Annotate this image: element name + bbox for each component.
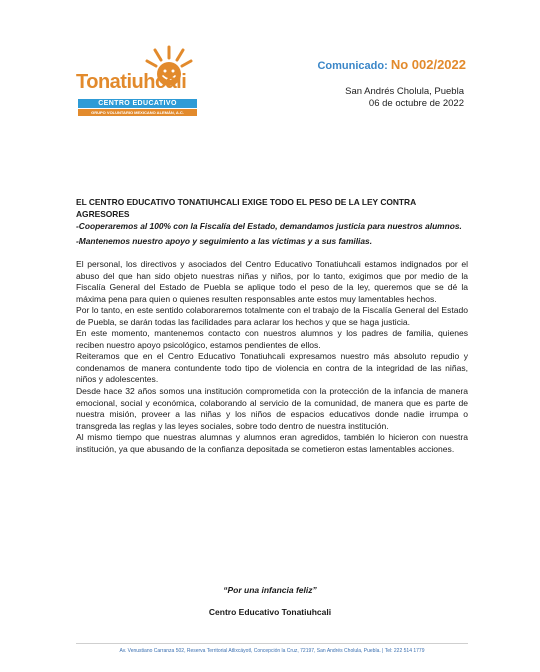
footer-address: Av. Venustiano Carranza 502, Reserva Territorial Atlixcáyotl, Concepción la Cruz, 72197, San Andrés Cholula, Puebla. | Tel: 222 514 1779 [119, 648, 425, 654]
comunicado-label: Comunicado: [317, 60, 388, 72]
place-and-date [345, 86, 464, 110]
comunicado-number: No 002/2022 [390, 57, 466, 72]
comunicado-heading [317, 57, 466, 72]
headline-point-1: -Cooperaremos al 100% con la Fiscalía del Estado, demandamos justicia para nuestros alumnos. [76, 221, 462, 231]
footer-divider [76, 643, 468, 644]
logo-tagline: GRUPO VOLUNTARIO MEXICANO ALEMÁN, A.C. [78, 109, 197, 116]
headline-title: EL CENTRO EDUCATIVO TONATIUHCALI EXIGE TODO EL PESO DE LA LEY CONTRA AGRESORES [76, 197, 416, 219]
date-text: 06 de octubre de 2022 [368, 98, 464, 109]
body-paragraph: Desde hace 32 años somos una institución comprometida con la protección de la infancia de manera emocional, social y económica, colaborando al servicio de la comunidad, de manera que es parte de nuestra misión, proveer a las niñas y los niños de espacios educativos donde nadie irrumpa o transgreda las reglas y las leyes sociales, sobre todo dentro de nuestra institución. [76, 386, 468, 431]
closing-motto: “Por una infancia feliz” [223, 585, 317, 595]
place-text: San Andrés Cholula, Puebla [345, 86, 464, 97]
press-body [76, 259, 468, 455]
organization-logo [76, 44, 200, 128]
body-paragraph: El personal, los directivos y asociados del Centro Educativo Tonatiuhcali estamos indignados por el abuso del que han sido objeto nuestras niñas y niños, por lo tanto, exigimos que por medio de la Fiscalía General del Estado de Puebla se aplique todo el peso de la ley, queremos que se dé la máxima pena para quien o quienes resulten responsables ante estos muy lamentables hechos. [76, 259, 468, 304]
body-paragraph: En este momento, mantenemos contacto con nuestros alumnos y los padres de familia, quienes reciben nuestro apoyo psicológico, estamos pendientes de ellos. [76, 328, 468, 350]
body-paragraph: Al mismo tiempo que nuestras alumnas y alumnos eran agredidos, también lo hicieron con nuestra institución, ya que abusando de la confianza depositada se cometieron estas lamentables acciones. [76, 432, 468, 454]
body-paragraph: Por lo tanto, en este sentido colaboraremos totalmente con el trabajo de la Fiscalía General del Estado de Puebla, se darán todas las facilidades para aclarar los hechos y que se haga justicia. [76, 305, 468, 327]
closing-signature: Centro Educativo Tonatiuhcali [208, 607, 332, 617]
logo-wordmark: Tonatiuhcali [76, 71, 187, 93]
logo-subtitle: CENTRO EDUCATIVO [78, 99, 197, 108]
press-headline [76, 196, 468, 247]
body-paragraph: Reiteramos que en el Centro Educativo Tonatiuhcali expresamos nuestro más absoluto repudio y condenamos de manera contundente todo tipo de violencia en contra de la integridad de las niñas, niños y adolescentes. [76, 351, 468, 385]
headline-point-2: -Mantenemos nuestro apoyo y seguimiento a las víctimas y a sus familias. [76, 236, 373, 246]
